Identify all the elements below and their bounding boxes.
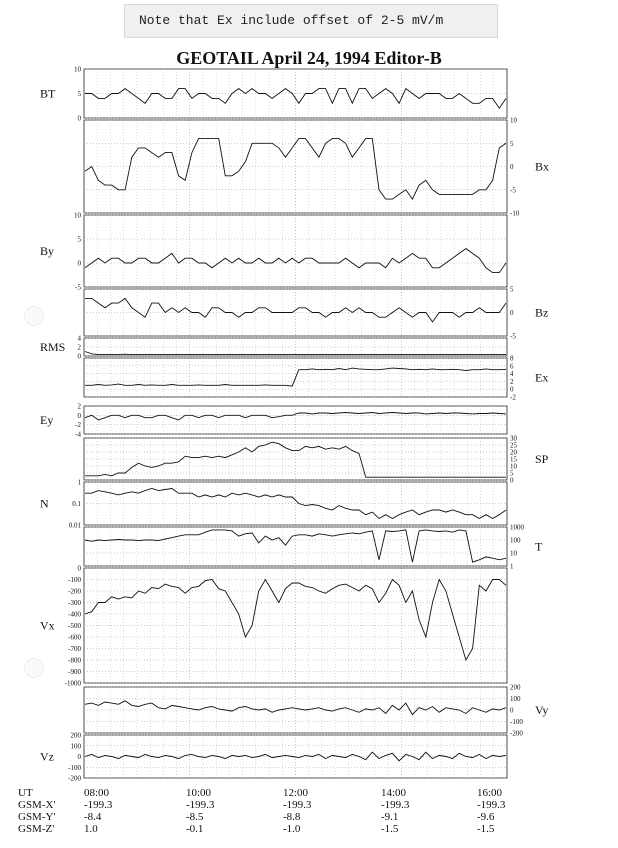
tick-label-rms-1: 2 (77, 343, 81, 352)
panel-label-ex: Ex (535, 370, 549, 385)
tick-label-vx-3: -300 (68, 599, 81, 607)
footer-ut-0: 08:00 (84, 787, 110, 799)
panel-label-vz: Vz (40, 749, 54, 764)
binder-hole-top (24, 306, 44, 326)
tick-label-sp-5: 5 (510, 469, 514, 478)
footer-z-2: -1.0 (283, 823, 301, 835)
footer-y-3: -9.1 (381, 811, 399, 823)
panel-label-t: T (535, 539, 543, 554)
tick-label-ey-3: -4 (75, 430, 81, 439)
tick-label-vy-4: -200 (510, 729, 523, 738)
footer-z-3: -1.5 (381, 823, 399, 835)
tick-label-by-1: 5 (77, 235, 81, 244)
tick-label-vx-4: -400 (68, 610, 81, 619)
tick-label-vx-0: 0 (77, 564, 81, 573)
footer-label-ut: UT (18, 787, 33, 799)
tick-label-bt-1: 5 (77, 90, 81, 98)
footer-z-4: -1.5 (477, 823, 495, 835)
tick-label-sp-3: 15 (510, 455, 517, 464)
tick-label-n-2: 0.01 (68, 521, 81, 530)
tick-label-vy-2: 0 (510, 706, 514, 715)
tick-label-n-0: 1 (77, 478, 81, 487)
tick-label-ex-5: -2 (510, 393, 516, 402)
tick-label-vx-1: -100 (68, 576, 81, 584)
tick-label-ex-3: 2 (510, 377, 514, 386)
tick-label-ey-0: 2 (77, 402, 81, 411)
tick-label-vz-2: 0 (77, 753, 81, 761)
tick-label-sp-4: 10 (510, 462, 517, 471)
footer-ut-3: 14:00 (381, 787, 407, 799)
tick-label-sp-2: 20 (510, 448, 517, 457)
tick-label-vy-3: -100 (510, 718, 523, 726)
binder-hole-bottom (24, 658, 44, 678)
footer-label-gsm-x: GSM-X' (18, 799, 56, 811)
offset-note-text: Note that Ex include offset of 2-5 mV/m (139, 13, 444, 28)
tick-label-vx-9: -900 (68, 668, 81, 676)
tick-label-vz-4: -200 (68, 774, 81, 783)
tick-label-vz-1: 100 (70, 742, 81, 751)
panel-label-ey: Ey (40, 413, 54, 427)
panel-label-vy: Vy (535, 703, 549, 717)
tick-label-ex-0: 8 (510, 354, 514, 363)
tick-label-by-0: 10 (74, 211, 81, 220)
panel-label-sp: SP (535, 452, 549, 466)
tick-label-rms-0: 4 (77, 334, 81, 343)
tick-label-vx-10: -1000 (64, 679, 81, 688)
footer-y-0: -8.4 (84, 811, 102, 823)
footer-ut-4: 16:00 (477, 787, 503, 799)
tick-label-vx-8: -800 (68, 656, 81, 665)
tick-label-vx-5: -500 (68, 622, 81, 630)
tick-label-sp-0: 30 (510, 434, 517, 443)
tick-label-vx-2: -200 (68, 587, 81, 596)
tick-label-t-1: 100 (510, 536, 521, 545)
panel-label-rms: RMS (40, 340, 66, 354)
footer-x-1: -199.3 (186, 799, 215, 811)
tick-label-rms-2: 0 (77, 352, 81, 361)
tick-label-by-3: -5 (75, 283, 81, 292)
footer-ut-2: 12:00 (283, 787, 309, 799)
tick-label-ey-1: 0 (77, 411, 81, 420)
footer-z-0: 1.0 (84, 823, 98, 835)
panel-label-vx: Vx (40, 618, 55, 633)
footer-x-0: -199.3 (84, 799, 113, 811)
footer-x-2: -199.3 (283, 799, 312, 811)
tick-label-bx-1: 5 (510, 139, 514, 148)
panel-frame-ey (84, 406, 507, 434)
footer-ut-1: 10:00 (186, 787, 212, 799)
tick-label-bt-2: 0 (77, 114, 81, 123)
panel-label-bx: Bx (535, 159, 550, 174)
footer-x-4: -199.3 (477, 799, 506, 811)
tick-label-by-2: 0 (77, 259, 81, 268)
tick-label-ex-4: 0 (510, 385, 514, 394)
tick-label-bz-2: -5 (510, 332, 516, 341)
footer-y-2: -8.8 (283, 811, 301, 823)
tick-label-ex-2: 4 (510, 370, 514, 379)
tick-label-bt-0: 10 (74, 65, 81, 74)
tick-label-vy-1: 100 (510, 695, 521, 703)
footer-x-3: -199.3 (381, 799, 410, 811)
tick-label-n-1: 0.1 (72, 500, 81, 508)
footer-label-gsm-y: GSM-Y' (18, 811, 56, 823)
panel-label-n: N (40, 496, 49, 511)
panel-label-bz: Bz (535, 305, 549, 320)
tick-label-bx-2: 0 (510, 163, 514, 171)
panel-label-bt: BT (40, 86, 56, 101)
footer-z-1: -0.1 (186, 823, 204, 835)
tick-label-bx-0: 10 (510, 116, 517, 125)
panel-label-by: By (40, 244, 55, 258)
tick-label-ex-1: 6 (510, 362, 514, 371)
tick-label-bz-0: 5 (510, 285, 514, 294)
tick-label-t-3: 1 (510, 562, 514, 571)
footer-y-4: -9.6 (477, 811, 495, 823)
tick-label-sp-1: 25 (510, 441, 517, 450)
tick-label-bx-4: -10 (510, 209, 520, 218)
tick-label-t-0: 1000 (510, 523, 524, 532)
footer-label-gsm-z: GSM-Z' (18, 823, 55, 835)
tick-label-vx-7: -700 (68, 645, 81, 653)
tick-label-bx-3: -5 (510, 186, 516, 195)
footer-y-1: -8.5 (186, 811, 204, 823)
tick-label-ey-2: -2 (75, 421, 81, 430)
tick-label-t-2: 10 (510, 549, 517, 558)
tick-label-vy-0: 200 (510, 683, 521, 692)
tick-label-bz-1: 0 (510, 309, 514, 317)
tick-label-vz-3: -100 (68, 763, 81, 772)
chart-title: GEOTAIL April 24, 1994 Editor-B (176, 48, 442, 68)
tick-label-sp-6: 0 (510, 476, 514, 485)
tick-label-vx-6: -600 (68, 633, 81, 642)
tick-label-vz-0: 200 (70, 731, 81, 740)
